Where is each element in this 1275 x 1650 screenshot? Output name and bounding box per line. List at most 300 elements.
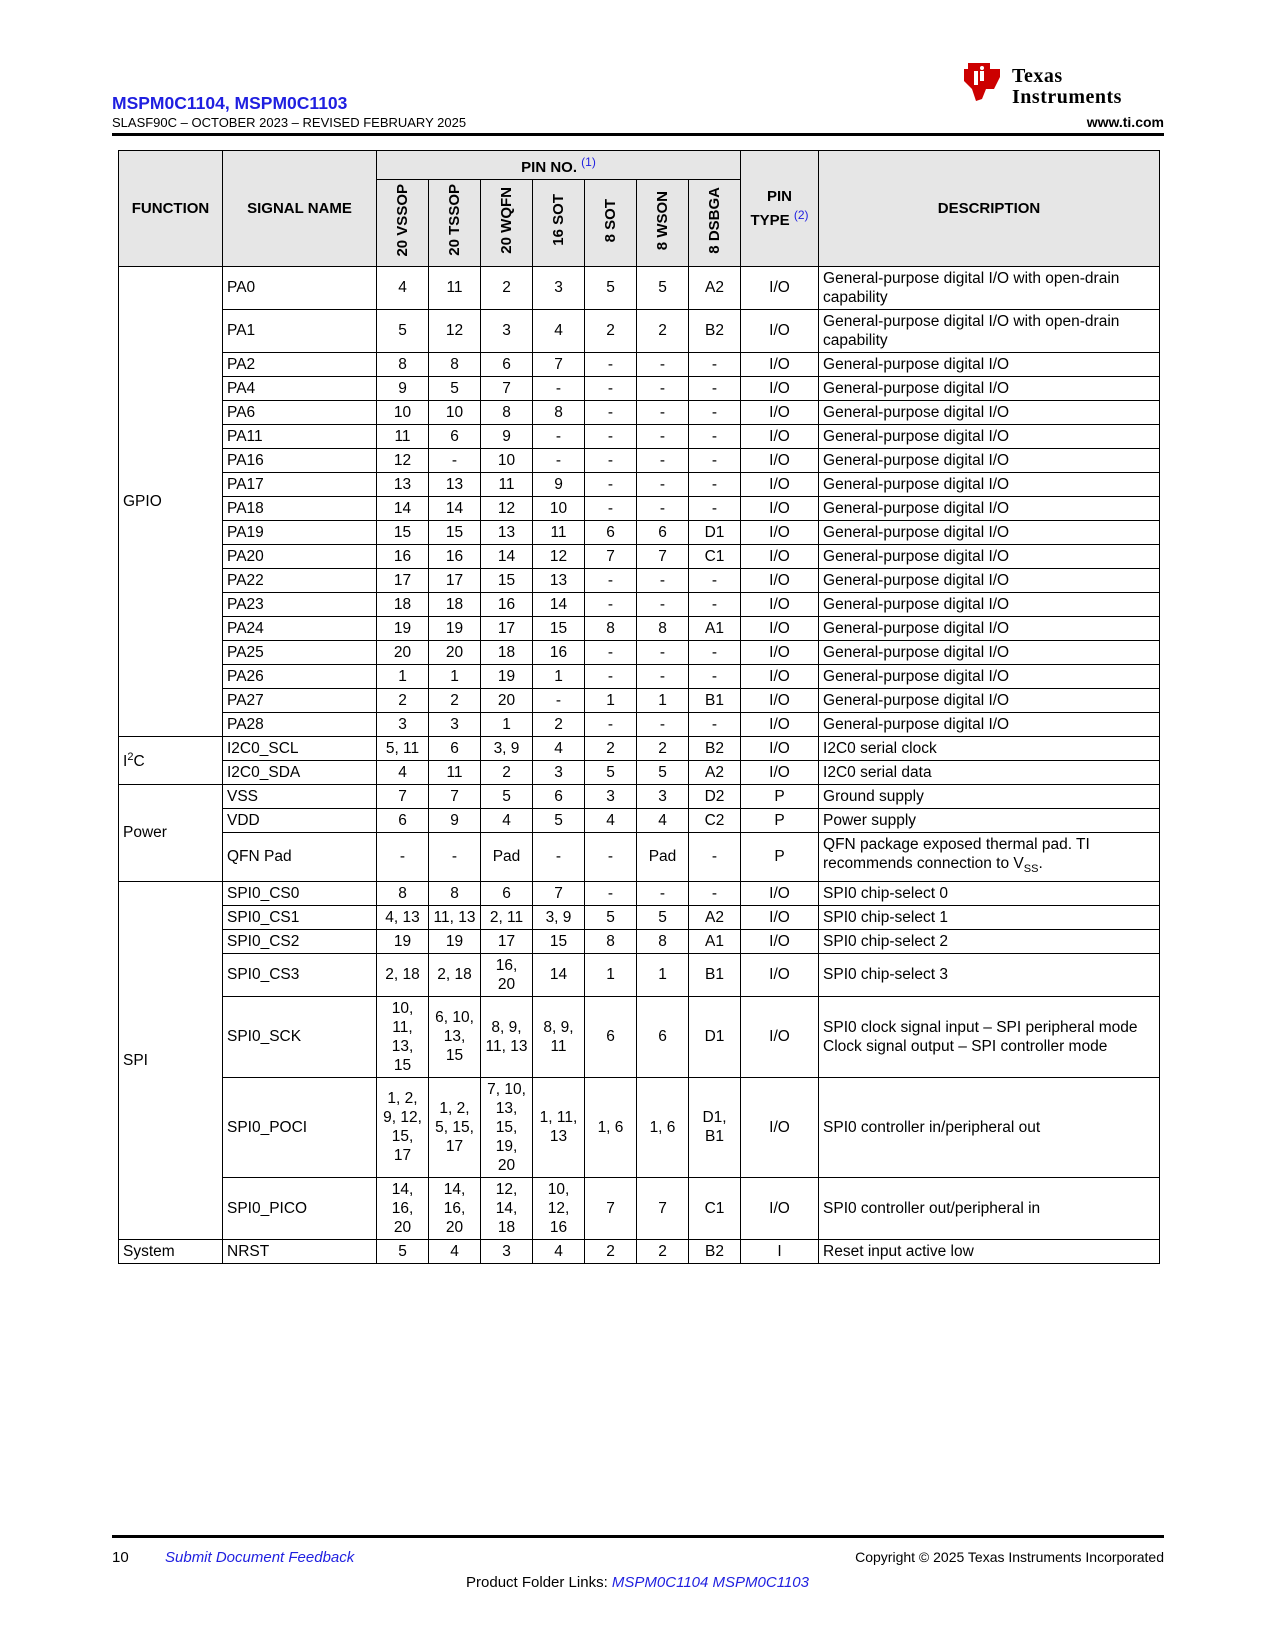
signal-name: SPI0_CS3: [223, 953, 377, 996]
description-text: General-purpose digital I/O: [823, 355, 1010, 373]
pin-number: -: [429, 832, 481, 881]
function-cell: System: [119, 1239, 223, 1263]
table-row: [119, 496, 1160, 520]
description-text: General-purpose digital I/O: [823, 643, 1010, 661]
description-text: SPI0 clock signal input – SPI peripheral mode: [823, 1018, 1138, 1036]
header-package: [429, 180, 481, 267]
pin-number: -: [377, 832, 429, 881]
pin-number: 3: [429, 712, 481, 736]
pin-number: 18: [377, 592, 429, 616]
description-text: I2C0 serial data: [823, 763, 932, 781]
description-text: I2C0 serial clock: [823, 739, 937, 757]
function-label: I: [123, 753, 128, 771]
pin-number: 2: [429, 688, 481, 712]
pin-number: -: [585, 832, 637, 881]
table-row: [119, 760, 1160, 784]
pin-number: A2: [689, 266, 741, 309]
pin-number: 1, 6: [585, 1077, 637, 1177]
pin-number: 1: [585, 953, 637, 996]
description: [819, 808, 1160, 832]
pin-number: -: [585, 712, 637, 736]
copyright: Copyright © 2025 Texas Instruments Incorporated: [855, 1549, 1164, 1565]
signal-name: PA22: [223, 568, 377, 592]
pin-number: 11: [429, 760, 481, 784]
description-text: General-purpose digital I/O: [823, 667, 1010, 685]
signal-name: PA4: [223, 376, 377, 400]
table-row: [119, 520, 1160, 544]
pin-number: 6: [533, 784, 585, 808]
pin-number: 4: [585, 808, 637, 832]
table-row: [119, 996, 1160, 1077]
pin-number: 11: [377, 424, 429, 448]
description: [819, 352, 1160, 376]
description: [819, 736, 1160, 760]
table-row: [119, 424, 1160, 448]
pin-number: 5: [481, 784, 533, 808]
document-title[interactable]: MSPM0C1104, MSPM0C1103: [112, 93, 348, 113]
pin-number: 3: [637, 784, 689, 808]
pin-number: 7: [585, 1177, 637, 1239]
pin-number: 2: [637, 309, 689, 352]
signal-name: PA11: [223, 424, 377, 448]
pin-number: 16: [481, 592, 533, 616]
table-row: [119, 448, 1160, 472]
pin-number: -: [689, 568, 741, 592]
pin-type: I/O: [741, 688, 819, 712]
pin-type: I/O: [741, 905, 819, 929]
pin-number: 20: [377, 640, 429, 664]
table-row: [119, 712, 1160, 736]
product-link-mspm0c1103[interactable]: MSPM0C1103: [712, 1574, 809, 1591]
pin-number: 12: [481, 496, 533, 520]
signal-name: PA23: [223, 592, 377, 616]
pin-number: 17: [481, 929, 533, 953]
description: [819, 448, 1160, 472]
product-link-mspm0c1104[interactable]: MSPM0C1104: [611, 1574, 709, 1591]
product-folder-links: [0, 1574, 1275, 1591]
pin-number: 7: [637, 544, 689, 568]
pin-number: 6, 10, 13, 15: [429, 996, 481, 1077]
table-row: [119, 352, 1160, 376]
signal-name: PA25: [223, 640, 377, 664]
description-text: General-purpose digital I/O: [823, 451, 1010, 469]
signal-name: PA19: [223, 520, 377, 544]
header-package-label: 20 VSSOP: [394, 184, 411, 257]
table-row: [119, 881, 1160, 905]
header-package-label: 8 WSON: [654, 190, 671, 250]
signal-name: PA20: [223, 544, 377, 568]
pin-type: I/O: [741, 736, 819, 760]
header-package-label: 20 WQFN: [498, 186, 515, 254]
pin-number: 3: [481, 309, 533, 352]
pin-type: I/O: [741, 1077, 819, 1177]
pin-number: -: [689, 376, 741, 400]
signal-name: PA28: [223, 712, 377, 736]
pin-number: 10: [481, 448, 533, 472]
pin-number: 5: [533, 808, 585, 832]
pin-type: P: [741, 808, 819, 832]
description-text: General-purpose digital I/O with open-drain capability: [823, 312, 1120, 349]
description: [819, 640, 1160, 664]
pin-number: 6: [481, 881, 533, 905]
pin-number: 8: [585, 616, 637, 640]
pin-number: -: [637, 640, 689, 664]
signal-name: VSS: [223, 784, 377, 808]
pin-number: -: [689, 448, 741, 472]
pin-number: B1: [689, 953, 741, 996]
pin-number: 9: [481, 424, 533, 448]
pin-number: -: [637, 496, 689, 520]
submit-feedback-link[interactable]: Submit Document Feedback: [165, 1549, 355, 1566]
signal-name: PA6: [223, 400, 377, 424]
pin-type: I/O: [741, 376, 819, 400]
pin-number: -: [585, 472, 637, 496]
header-divider: [112, 133, 1164, 136]
pin-number: 3: [533, 266, 585, 309]
pin-number: 2: [377, 688, 429, 712]
header-package-label: 8 SOT: [602, 198, 619, 242]
pin-type: P: [741, 784, 819, 808]
pin-number: 10: [377, 400, 429, 424]
footer-divider: [112, 1535, 1164, 1538]
pin-number: 2: [637, 736, 689, 760]
pin-type: I/O: [741, 309, 819, 352]
description: [819, 688, 1160, 712]
pin-number: -: [637, 592, 689, 616]
table-row: [119, 832, 1160, 881]
pin-number: 7, 10, 13, 15, 19, 20: [481, 1077, 533, 1177]
signal-name: PA2: [223, 352, 377, 376]
page-number: 10: [112, 1549, 129, 1566]
table-row: [119, 1177, 1160, 1239]
table-row: [119, 376, 1160, 400]
signal-name: SPI0_POCI: [223, 1077, 377, 1177]
signal-name: SPI0_CS2: [223, 929, 377, 953]
pin-number: 19: [377, 929, 429, 953]
pin-number: 1: [637, 953, 689, 996]
pin-number: -: [637, 712, 689, 736]
pin-number: 2, 11: [481, 905, 533, 929]
pin-number: 2: [533, 712, 585, 736]
table-row: [119, 688, 1160, 712]
function-superscript: 2: [127, 751, 134, 764]
pin-number: -: [689, 592, 741, 616]
signal-name: SPI0_SCK: [223, 996, 377, 1077]
header-package-label: 8 DSBGA: [706, 186, 723, 254]
description: [819, 376, 1160, 400]
pin-type: I/O: [741, 352, 819, 376]
signal-name: QFN Pad: [223, 832, 377, 881]
pin-type: I/O: [741, 953, 819, 996]
description-text: Power supply: [823, 811, 917, 829]
description: [819, 712, 1160, 736]
pin-number: -: [585, 496, 637, 520]
description-text: General-purpose digital I/O: [823, 379, 1010, 397]
pin-number: 8: [533, 400, 585, 424]
pin-number: -: [689, 832, 741, 881]
pin-number: -: [429, 448, 481, 472]
pin-number: -: [585, 448, 637, 472]
header-pin-no-label: PIN NO.: [521, 159, 577, 176]
pin-number: 5, 11: [377, 736, 429, 760]
pin-number: 6: [429, 424, 481, 448]
pin-number: -: [585, 400, 637, 424]
product-folder-label: Product Folder Links:: [466, 1574, 608, 1591]
pin-number: 4: [377, 266, 429, 309]
footnote-ref-2[interactable]: (2): [793, 207, 809, 222]
pin-number: 15: [533, 929, 585, 953]
pin-number: 14, 16, 20: [429, 1177, 481, 1239]
table-row: [119, 1077, 1160, 1177]
pin-number: -: [689, 881, 741, 905]
pin-number: -: [689, 472, 741, 496]
function-cell: GPIO: [119, 266, 223, 736]
table-row: [119, 592, 1160, 616]
header-pin-type-label-1: PIN: [767, 187, 793, 205]
function-label-tail: C: [133, 753, 145, 771]
pin-number: 1, 2, 5, 15, 17: [429, 1077, 481, 1177]
description: [819, 266, 1160, 309]
pin-number: 5: [637, 760, 689, 784]
header-package: [585, 180, 637, 267]
pin-number: 19: [481, 664, 533, 688]
pin-number: -: [533, 688, 585, 712]
pin-number: 19: [429, 616, 481, 640]
pin-number: -: [637, 472, 689, 496]
pin-number: 2: [637, 1239, 689, 1263]
pin-number: 8: [637, 616, 689, 640]
pin-number: 1, 6: [637, 1077, 689, 1177]
pin-number: 9: [533, 472, 585, 496]
pin-number: 11, 13: [429, 905, 481, 929]
footnote-ref-1[interactable]: (1): [581, 155, 596, 169]
pin-number: 8: [377, 881, 429, 905]
pin-number: -: [585, 664, 637, 688]
pin-number: 12: [533, 544, 585, 568]
description: [819, 1177, 1160, 1239]
pin-number: Pad: [637, 832, 689, 881]
pin-number: 20: [481, 688, 533, 712]
header-function: FUNCTION: [119, 151, 223, 267]
pin-number: 11: [533, 520, 585, 544]
pin-number: 14: [377, 496, 429, 520]
signal-name: SPI0_PICO: [223, 1177, 377, 1239]
pin-number: 15: [481, 568, 533, 592]
description-subscript: SS: [1023, 862, 1039, 875]
pin-number: B2: [689, 309, 741, 352]
pin-number: 5: [377, 309, 429, 352]
pin-number: 5: [585, 760, 637, 784]
description: [819, 996, 1160, 1077]
pin-number: -: [689, 664, 741, 688]
pin-number: 14: [481, 544, 533, 568]
pin-number: 10, 11, 13, 15: [377, 996, 429, 1077]
description-text: SPI0 chip-select 2: [823, 932, 948, 950]
pin-number: 12: [429, 309, 481, 352]
pin-number: 4: [377, 760, 429, 784]
pin-number: 5: [637, 266, 689, 309]
pin-number: -: [533, 832, 585, 881]
pin-number: B2: [689, 736, 741, 760]
description: [819, 616, 1160, 640]
pin-number: 12, 14, 18: [481, 1177, 533, 1239]
pin-number: 7: [533, 352, 585, 376]
pin-type: I/O: [741, 881, 819, 905]
description-text: SPI0 controller out/peripheral in: [823, 1199, 1041, 1217]
pin-number: 17: [377, 568, 429, 592]
pin-number: 2: [481, 266, 533, 309]
table-row: [119, 568, 1160, 592]
pin-number: -: [689, 400, 741, 424]
signal-name: NRST: [223, 1239, 377, 1263]
signal-name: PA16: [223, 448, 377, 472]
pin-number: -: [637, 881, 689, 905]
pin-type: I/O: [741, 266, 819, 309]
pin-number: 17: [429, 568, 481, 592]
pin-number: -: [689, 640, 741, 664]
description: [819, 309, 1160, 352]
pin-number: 7: [429, 784, 481, 808]
header-pin-no: [377, 151, 741, 180]
description-text: Ground supply: [823, 787, 924, 805]
pin-number: 7: [533, 881, 585, 905]
description-text: QFN package exposed thermal pad. TI recommends connection to V: [823, 835, 1090, 872]
pin-number: 7: [637, 1177, 689, 1239]
pin-number: 2, 18: [377, 953, 429, 996]
pin-type: I: [741, 1239, 819, 1263]
description-text: SPI0 chip-select 0: [823, 884, 948, 902]
signal-name: I2C0_SDA: [223, 760, 377, 784]
pin-number: 13: [481, 520, 533, 544]
description: [819, 953, 1160, 996]
pin-number: -: [637, 448, 689, 472]
signal-name: PA27: [223, 688, 377, 712]
pin-number: 6: [429, 736, 481, 760]
pin-number: 8, 9, 11: [533, 996, 585, 1077]
pin-number: B2: [689, 1239, 741, 1263]
pin-number: 15: [377, 520, 429, 544]
pin-number: 6: [377, 808, 429, 832]
pin-type: I/O: [741, 640, 819, 664]
description-text: General-purpose digital I/O: [823, 547, 1010, 565]
pin-number: 5: [637, 905, 689, 929]
header-package: [481, 180, 533, 267]
pin-number: 8, 9, 11, 13: [481, 996, 533, 1077]
pin-number: A2: [689, 905, 741, 929]
pin-number: 1: [377, 664, 429, 688]
description: [819, 929, 1160, 953]
table-row: [119, 808, 1160, 832]
pin-number: 3: [533, 760, 585, 784]
description: [819, 664, 1160, 688]
pin-number: 13: [377, 472, 429, 496]
pin-number: 9: [429, 808, 481, 832]
pin-number: 7: [481, 376, 533, 400]
description: [819, 1077, 1160, 1177]
signal-name: PA26: [223, 664, 377, 688]
pin-number: 1, 2, 9, 12, 15, 17: [377, 1077, 429, 1177]
pin-number: 8: [429, 881, 481, 905]
pin-number: -: [637, 424, 689, 448]
description: [819, 1239, 1160, 1263]
pin-number: -: [637, 352, 689, 376]
pin-number: -: [585, 424, 637, 448]
pin-number: 19: [377, 616, 429, 640]
pin-number: 13: [429, 472, 481, 496]
pin-number: 1: [585, 688, 637, 712]
pin-number: -: [585, 352, 637, 376]
description-text: General-purpose digital I/O: [823, 571, 1010, 589]
pin-number: 2: [585, 736, 637, 760]
table-row: [119, 544, 1160, 568]
pin-number: 6: [481, 352, 533, 376]
pin-number: 3, 9: [481, 736, 533, 760]
header-package-label: 16 SOT: [550, 194, 567, 247]
pin-number: -: [585, 640, 637, 664]
description-text: SPI0 chip-select 3: [823, 966, 948, 984]
description: [819, 760, 1160, 784]
table-row: [119, 905, 1160, 929]
document-revision: SLASF90C – OCTOBER 2023 – REVISED FEBRUARY 2025: [112, 115, 467, 130]
pin-number: -: [689, 424, 741, 448]
pin-number: 15: [429, 520, 481, 544]
pin-number: 8: [481, 400, 533, 424]
description-text: General-purpose digital I/O: [823, 427, 1010, 445]
pin-number: 4: [533, 736, 585, 760]
description-text: General-purpose digital I/O: [823, 499, 1010, 517]
pin-type: I/O: [741, 1177, 819, 1239]
pin-number: 2, 18: [429, 953, 481, 996]
signal-name: PA17: [223, 472, 377, 496]
pin-number: 6: [585, 996, 637, 1077]
pin-number: A1: [689, 929, 741, 953]
table-row: [119, 664, 1160, 688]
description: [819, 400, 1160, 424]
function-cell: Power: [119, 784, 223, 881]
pin-type: I/O: [741, 929, 819, 953]
pin-number: 12: [377, 448, 429, 472]
pin-number: -: [533, 424, 585, 448]
pin-number: 17: [481, 616, 533, 640]
pin-number: -: [637, 400, 689, 424]
description: [819, 832, 1160, 881]
pin-number: 3: [481, 1239, 533, 1263]
pin-number: 1: [481, 712, 533, 736]
pin-number: 16: [533, 640, 585, 664]
pin-number: 16, 20: [481, 953, 533, 996]
table-row: [119, 309, 1160, 352]
pin-type: I/O: [741, 760, 819, 784]
pin-type: I/O: [741, 424, 819, 448]
pin-number: 18: [481, 640, 533, 664]
description: [819, 568, 1160, 592]
table-row: [119, 400, 1160, 424]
pin-number: 1, 11, 13: [533, 1077, 585, 1177]
pin-number: 6: [637, 520, 689, 544]
header-package-label: 20 TSSOP: [446, 184, 463, 257]
pin-number: 8: [637, 929, 689, 953]
pin-number: -: [585, 881, 637, 905]
pin-number: 14: [429, 496, 481, 520]
pin-number: 3, 9: [533, 905, 585, 929]
pin-number: 11: [429, 266, 481, 309]
pin-type: I/O: [741, 400, 819, 424]
pin-number: 11: [481, 472, 533, 496]
pin-type: I/O: [741, 496, 819, 520]
pin-number: 14, 16, 20: [377, 1177, 429, 1239]
website-link[interactable]: www.ti.com: [1086, 114, 1164, 130]
pin-number: 8: [429, 352, 481, 376]
